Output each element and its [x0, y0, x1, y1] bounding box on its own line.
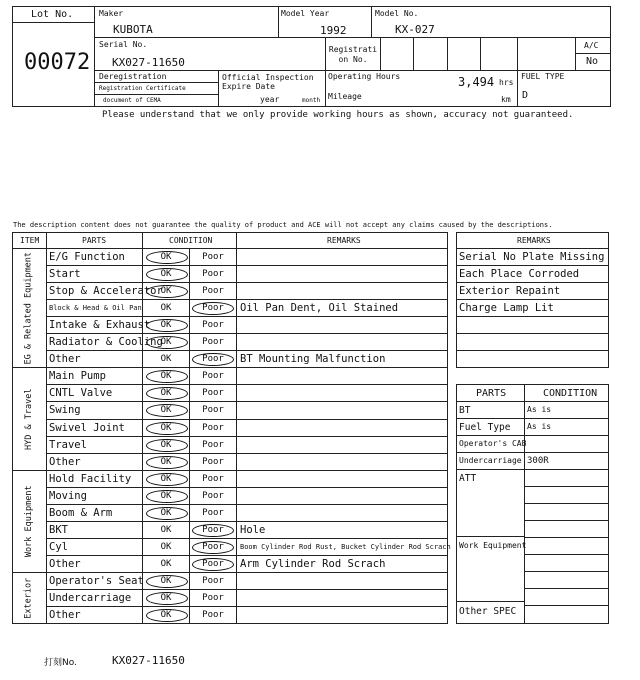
ok-option: OK: [160, 286, 172, 297]
row-divider: [524, 537, 609, 538]
poor-circle-mark: [192, 558, 234, 571]
serial-value: KX027-11650: [112, 56, 185, 69]
right-part-name: BT: [459, 405, 471, 416]
divider: [278, 6, 279, 37]
divider: [480, 37, 481, 70]
row-divider: [46, 265, 448, 266]
model-no-label: Model No.: [375, 9, 419, 18]
ok-option: OK: [160, 541, 172, 552]
ok-option: OK: [160, 558, 172, 569]
divider: [218, 70, 219, 107]
row-divider: [46, 419, 448, 420]
row-divider: [524, 554, 609, 555]
part-name: Main Pump: [49, 370, 106, 383]
row-divider: [524, 571, 609, 572]
poor-circle-mark: [192, 524, 234, 537]
ok-option: OK: [160, 371, 172, 382]
fuel-type-value: D: [522, 90, 529, 101]
row-divider: [46, 453, 448, 454]
divider: [46, 232, 47, 624]
poor-circle-mark: [192, 541, 234, 554]
divider: [94, 37, 611, 38]
poor-option: Poor: [202, 354, 224, 365]
row-divider: [46, 333, 448, 334]
right-part-condition: As is: [527, 405, 552, 414]
poor-option: Poor: [202, 490, 224, 501]
right-remarks-header: REMARKS: [517, 236, 551, 245]
group-divider: [12, 572, 448, 573]
part-name: Cyl: [49, 540, 68, 553]
right-part-condition: As is: [527, 422, 552, 431]
ok-option: OK: [160, 320, 172, 331]
poor-option: Poor: [202, 593, 224, 603]
part-name: Other: [49, 609, 81, 622]
km-label: km: [501, 95, 511, 104]
ok-option: OK: [160, 610, 172, 621]
part-name: CNTL Valve: [49, 387, 113, 400]
ok-circle-mark: [146, 285, 188, 298]
footer-value: KX027-11650: [112, 654, 185, 667]
divider: [94, 6, 95, 107]
poor-option: Poor: [202, 575, 224, 586]
parts-header: PARTS: [82, 236, 107, 245]
poor-option: Poor: [202, 507, 224, 518]
row-divider: [524, 486, 609, 487]
footer-label: 打刻No.: [44, 658, 77, 668]
right-part-name: Fuel Type: [459, 422, 511, 433]
row-divider: [46, 401, 448, 402]
part-name: BKT: [49, 523, 68, 536]
row-divider: [46, 504, 448, 505]
right-remark-text: Each Place Corroded: [459, 268, 580, 280]
poor-option: Poor: [202, 558, 224, 569]
poor-option: Poor: [202, 371, 224, 382]
part-name: Other: [49, 353, 81, 366]
ok-option: OK: [160, 524, 172, 535]
condition-header: CONDITION: [169, 236, 213, 245]
model-year-label: Model Year: [281, 9, 330, 18]
operating-hours-value: 3,494: [458, 75, 495, 89]
inspection-label: Official Inspection Expire Date: [222, 73, 314, 91]
ok-circle-mark: [146, 490, 188, 503]
poor-option: Poor: [202, 252, 224, 262]
ok-option: OK: [160, 507, 172, 518]
serial-label: Serial No.: [99, 40, 148, 49]
poor-option: Poor: [202, 439, 224, 450]
poor-option: Poor: [202, 524, 224, 535]
item-header: ITEM: [20, 236, 40, 245]
fuel-type-label: FUEL TYPE: [521, 72, 565, 81]
ok-option: OK: [160, 269, 172, 280]
divider: [94, 82, 218, 83]
right-part-condition: 300R: [527, 456, 549, 466]
poor-option: Poor: [202, 388, 224, 399]
row-divider: [456, 435, 609, 436]
poor-option: Poor: [202, 422, 224, 433]
remark-text: Hole: [240, 523, 266, 536]
group-label: Work Equipment: [23, 485, 34, 557]
part-name: Other: [49, 557, 81, 570]
ac-value: No: [586, 56, 599, 67]
row-divider: [456, 299, 609, 300]
right-part-name: Operator's CAB: [459, 439, 527, 448]
ok-option: OK: [160, 456, 172, 467]
part-name: Block & Head & Oil Pan: [49, 304, 142, 313]
year-label: year: [260, 95, 280, 104]
row-divider: [524, 503, 609, 504]
group-divider: [12, 367, 448, 368]
lot-number: 00072: [24, 50, 91, 75]
right-parts-header: PARTS: [476, 388, 507, 399]
ok-option: OK: [160, 405, 172, 416]
row-divider: [456, 418, 609, 419]
remark-text: Boom Cylinder Rod Rust, Bucket Cylinder Rod Scrach: [240, 542, 451, 551]
model-year-value: 1992: [320, 24, 347, 37]
row-divider: [46, 436, 448, 437]
part-name: E/G Function: [49, 251, 125, 263]
ok-option: OK: [160, 575, 172, 586]
part-name: Stop & Accelerator: [49, 285, 163, 298]
ok-option: OK: [160, 439, 172, 450]
maker-value: KUBOTA: [113, 23, 153, 36]
row-divider: [46, 384, 448, 385]
part-name: Travel: [49, 438, 87, 451]
remark-text: Arm Cylinder Rod Scrach: [240, 557, 386, 570]
ok-option: OK: [160, 422, 172, 433]
remark-text: Oil Pan Dent, Oil Stained: [240, 302, 399, 315]
disclaimer: The description content does not guarantee the quality of product and ACE will not accept any claims caused by the descriptions.: [13, 221, 553, 229]
registration-certificate-label: Registration Certificate: [99, 85, 186, 92]
group-label: HYD & Travel: [23, 388, 34, 450]
ok-circle-mark: [146, 456, 188, 469]
row-divider: [46, 282, 448, 283]
right-condition-header: CONDITION: [543, 388, 598, 399]
group-divider: [12, 623, 448, 624]
row-divider: [456, 469, 609, 470]
poor-option: Poor: [202, 405, 224, 416]
right-remark-text: Serial No Plate Missing: [459, 251, 605, 263]
ok-circle-mark: [146, 507, 188, 520]
divider: [236, 232, 237, 624]
ok-circle-mark: [146, 251, 188, 264]
row-divider: [456, 333, 609, 334]
part-name: Other: [49, 455, 81, 468]
other-spec-label: Other SPEC: [459, 606, 517, 617]
month-label: month: [302, 97, 321, 104]
row-divider: [46, 521, 448, 522]
poor-option: Poor: [202, 473, 224, 484]
work-equipment-label: Work Equipment: [459, 541, 527, 550]
poor-option: Poor: [202, 541, 224, 552]
group-label: EG & Related Equipment: [23, 251, 34, 365]
row-divider: [456, 316, 609, 317]
ok-circle-mark: [146, 439, 188, 452]
part-name: Hold Facility: [49, 472, 132, 485]
ok-option: OK: [160, 473, 172, 484]
row-divider: [456, 282, 609, 283]
operating-hours-label: Operating Hours: [328, 72, 401, 81]
right-part-name: Undercarriage: [459, 456, 522, 465]
row-divider: [46, 316, 448, 317]
ok-option: OK: [160, 388, 172, 399]
ok-option: OK: [160, 593, 172, 603]
divider: [456, 401, 609, 402]
right-remark-text: Charge Lamp Lit: [459, 302, 554, 314]
section-divider: [456, 601, 524, 602]
poor-option: Poor: [202, 269, 224, 280]
ok-circle-mark: [146, 473, 188, 486]
ok-circle-mark: [146, 422, 188, 435]
section-divider: [456, 536, 524, 537]
ok-option: OK: [160, 252, 172, 262]
divider: [575, 53, 611, 54]
poor-option: Poor: [202, 320, 224, 331]
row-divider: [46, 555, 448, 556]
hours-notice: Please understand that we only provide working hours as shown, accuracy not guaranteed.: [102, 110, 574, 120]
ok-circle-mark: [146, 592, 188, 605]
divider: [456, 248, 609, 249]
row-divider: [46, 350, 448, 351]
ac-label: A/C: [584, 41, 599, 50]
divider: [12, 248, 448, 249]
divider: [517, 37, 518, 107]
part-name: Start: [49, 268, 81, 281]
divider: [94, 70, 611, 71]
poor-option: Poor: [202, 337, 224, 348]
att-label: ATT: [459, 473, 477, 484]
part-name: Operator's Seat: [49, 574, 144, 587]
divider: [12, 22, 94, 23]
ok-option: OK: [160, 490, 172, 501]
group-divider: [12, 470, 448, 471]
maker-label: Maker: [99, 9, 124, 18]
hrs-label: hrs: [499, 78, 514, 87]
row-divider: [456, 350, 609, 351]
group-label: Exterior: [23, 577, 34, 619]
registration-label: Registrati on No.: [328, 45, 378, 64]
divider: [325, 37, 326, 107]
row-divider: [46, 487, 448, 488]
row-divider: [46, 589, 448, 590]
part-name: Swivel Joint: [49, 421, 125, 434]
part-name: Intake & Exhaust: [49, 319, 151, 332]
ok-option: OK: [160, 354, 172, 365]
row-divider: [46, 538, 448, 539]
model-no-value: KX-027: [395, 23, 435, 36]
row-divider: [524, 520, 609, 521]
row-divider: [524, 605, 609, 606]
poor-option: Poor: [202, 610, 224, 621]
part-name: Swing: [49, 404, 81, 417]
cema-label: document of CEMA: [103, 97, 161, 104]
mileage-label: Mileage: [328, 92, 362, 101]
row-divider: [456, 265, 609, 266]
deregistration-label: Deregistration: [99, 72, 167, 81]
part-name: Undercarriage: [49, 592, 132, 604]
remarks-header: REMARKS: [327, 236, 361, 245]
row-divider: [46, 299, 448, 300]
divider: [380, 37, 381, 70]
part-name: Boom & Arm: [49, 506, 113, 519]
divider: [94, 94, 218, 95]
ok-circle-mark: [146, 609, 188, 622]
remark-text: BT Mounting Malfunction: [240, 353, 386, 366]
poor-option: Poor: [202, 303, 224, 314]
part-name: Radiator & Cooling: [49, 336, 163, 349]
divider: [371, 6, 372, 37]
poor-option: Poor: [202, 286, 224, 297]
poor-option: Poor: [202, 456, 224, 467]
ok-option: OK: [160, 337, 172, 348]
lot-label: Lot No.: [31, 9, 74, 20]
part-name: Moving: [49, 489, 87, 502]
divider: [447, 37, 448, 70]
ok-circle-mark: [146, 575, 188, 588]
ok-circle-mark: [146, 268, 188, 281]
ok-option: OK: [160, 303, 172, 314]
divider: [413, 37, 414, 70]
right-remark-text: Exterior Repaint: [459, 285, 561, 297]
row-divider: [456, 452, 609, 453]
row-divider: [46, 606, 448, 607]
row-divider: [524, 588, 609, 589]
